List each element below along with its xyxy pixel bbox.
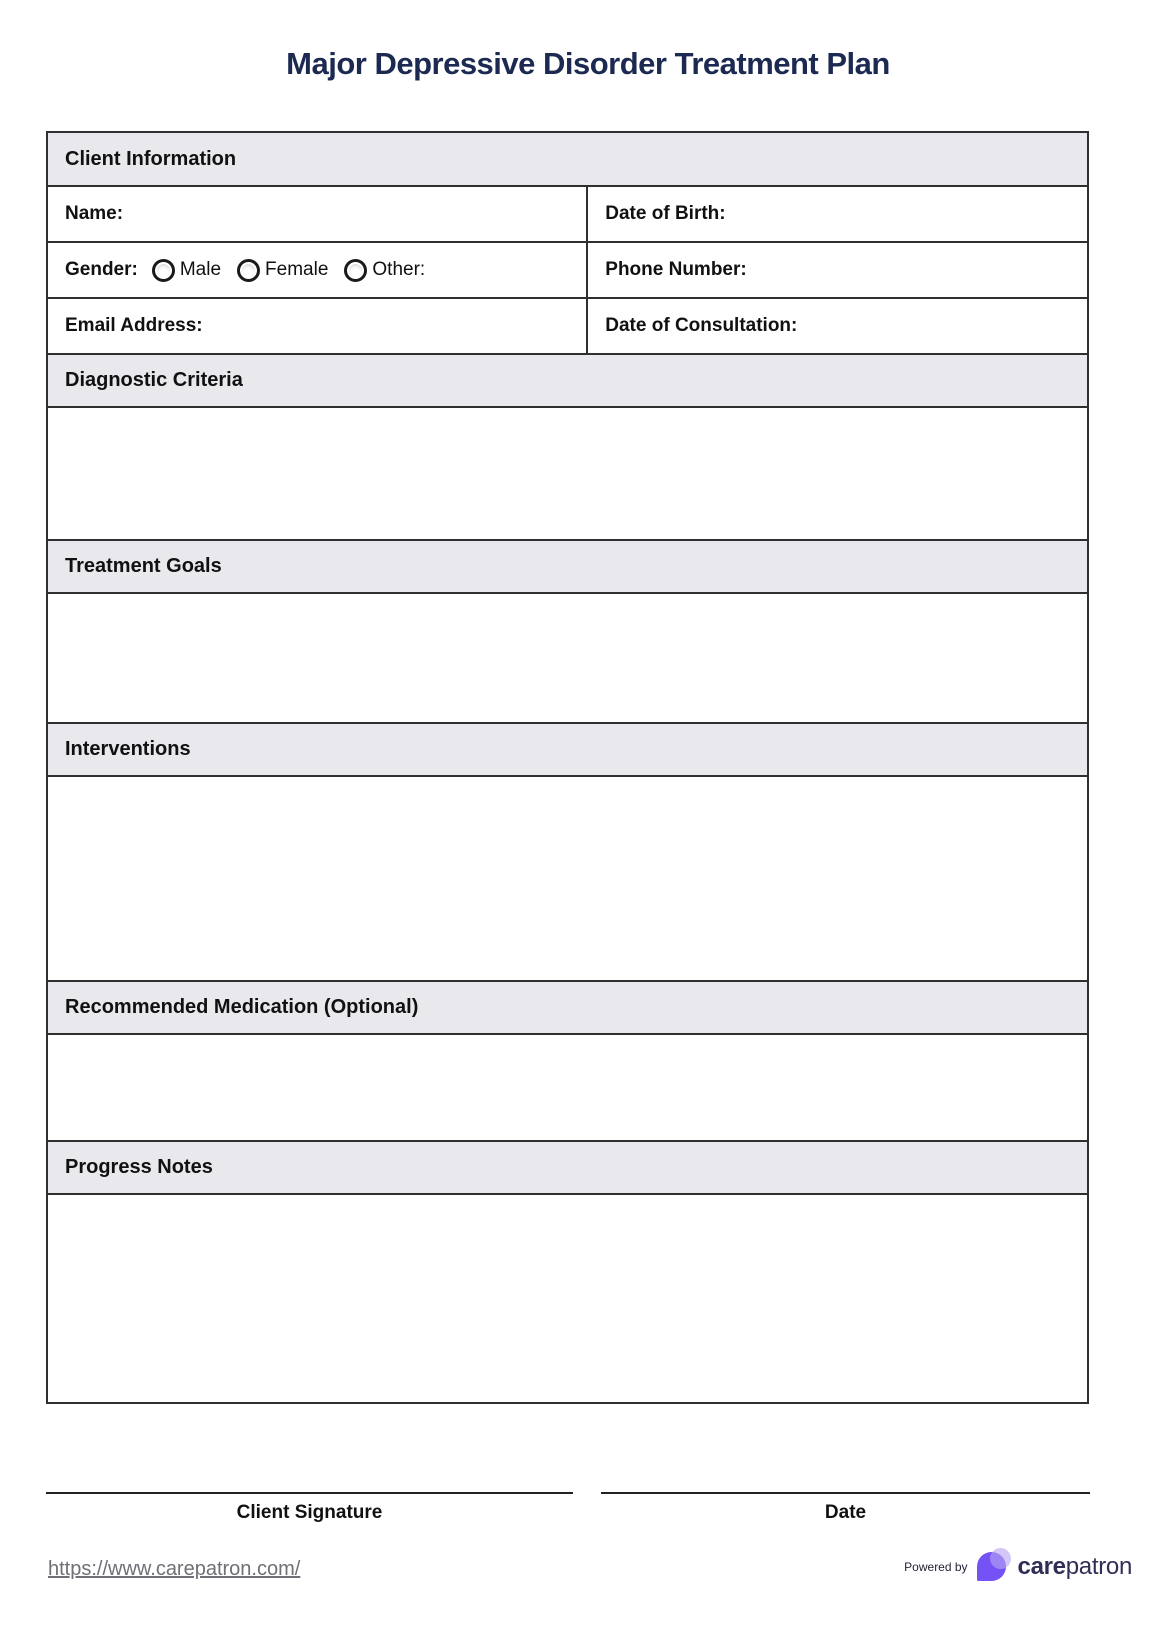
carepatron-logo-icon <box>977 1548 1011 1586</box>
email-consultation-row <box>48 299 1087 355</box>
client-information-header: Client Information <box>48 133 1087 187</box>
gender-other-label: Other: <box>372 259 426 280</box>
name-label: Name: <box>65 203 124 224</box>
gender-female-label: Female <box>265 259 329 280</box>
consultation-label: Date of Consultation: <box>605 315 798 336</box>
interventions-header: Interventions <box>48 724 1087 777</box>
name-field-cell[interactable] <box>48 187 588 241</box>
date-signature-line[interactable] <box>601 1492 1090 1494</box>
treatment-plan-table <box>46 131 1089 1404</box>
dob-field-cell[interactable] <box>588 187 1087 241</box>
carepatron-wordmark-bold: care <box>1017 1553 1066 1580</box>
client-signature-label: Client Signature <box>236 1502 383 1523</box>
gender-option-male[interactable] <box>152 259 221 282</box>
gender-label: Gender: <box>65 259 138 280</box>
carepatron-url-link[interactable]: https://www.carepatron.com/ <box>48 1558 301 1580</box>
carepatron-wordmark <box>1018 1553 1132 1581</box>
consultation-field-cell[interactable] <box>588 299 1087 353</box>
progress-notes-header: Progress Notes <box>48 1142 1087 1195</box>
email-field-cell[interactable] <box>48 299 588 353</box>
gender-field-cell <box>48 243 588 297</box>
powered-by-group <box>904 1548 1132 1586</box>
progress-notes-input-area[interactable] <box>48 1195 1087 1402</box>
phone-label: Phone Number: <box>605 259 747 280</box>
page-title: Major Depressive Disorder Treatment Plan <box>286 46 890 81</box>
interventions-input-area[interactable] <box>48 777 1087 982</box>
radio-button-male-icon[interactable] <box>152 259 175 282</box>
gender-radio-group <box>152 259 441 282</box>
treatment-goals-header: Treatment Goals <box>48 541 1087 594</box>
treatment-goals-input-area[interactable] <box>48 594 1087 724</box>
powered-by-label: Powered by <box>904 1560 968 1574</box>
radio-button-other-icon[interactable] <box>344 259 367 282</box>
logo-lavender-circle <box>990 1548 1011 1569</box>
date-label: Date <box>824 1502 867 1523</box>
carepatron-wordmark-regular: patron <box>1065 1553 1132 1580</box>
diagnostic-criteria-input-area[interactable] <box>48 408 1087 541</box>
radio-button-female-icon[interactable] <box>237 259 260 282</box>
dob-label: Date of Birth: <box>605 203 726 224</box>
gender-option-female[interactable] <box>237 259 328 282</box>
gender-option-other[interactable] <box>344 259 425 282</box>
phone-field-cell[interactable] <box>588 243 1087 297</box>
gender-male-label: Male <box>179 259 222 280</box>
recommended-medication-input-area[interactable] <box>48 1035 1087 1142</box>
gender-phone-row <box>48 243 1087 299</box>
diagnostic-criteria-header: Diagnostic Criteria <box>48 355 1087 408</box>
name-dob-row <box>48 187 1087 243</box>
email-label: Email Address: <box>65 315 203 336</box>
client-signature-line[interactable] <box>46 1492 573 1494</box>
recommended-medication-header: Recommended Medication (Optional) <box>48 982 1087 1035</box>
